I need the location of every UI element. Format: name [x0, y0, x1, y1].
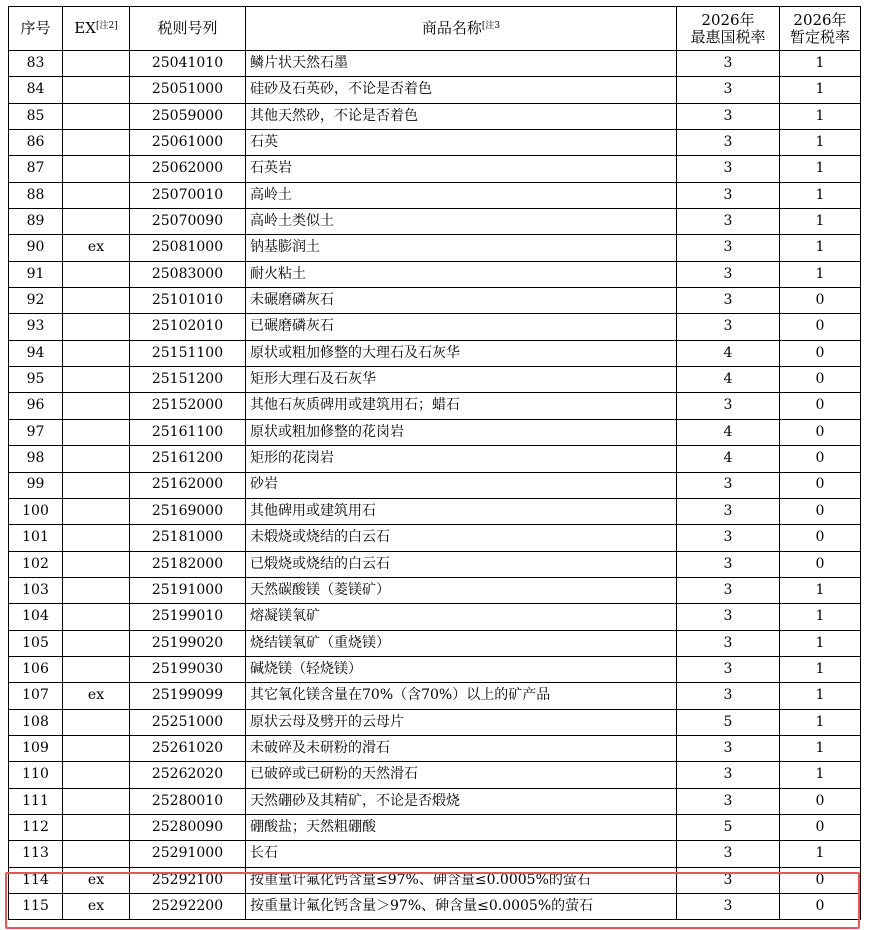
cell-seq: 83 — [9, 51, 63, 77]
cell-code: 25161100 — [130, 419, 246, 445]
cell-ex — [63, 551, 130, 577]
cell-code: 25291000 — [130, 841, 246, 867]
cell-ex — [63, 209, 130, 235]
header-mfn-year: 2026年 — [701, 11, 755, 29]
cell-mfn-rate: 3 — [677, 393, 780, 419]
cell-seq: 93 — [9, 314, 63, 340]
cell-code: 25070090 — [130, 209, 246, 235]
cell-code: 25199020 — [130, 630, 246, 656]
header-mfn-label: 最惠国税率 — [690, 27, 766, 46]
header-mfn — [677, 7, 780, 51]
cell-name: 碱烧镁（轻烧镁） — [246, 656, 677, 682]
cell-code: 25101010 — [130, 288, 246, 314]
cell-mfn-rate: 3 — [677, 683, 780, 709]
cell-provisional-rate: 1 — [780, 103, 861, 129]
tariff-table — [8, 6, 861, 920]
cell-ex — [63, 604, 130, 630]
cell-code: 25062000 — [130, 156, 246, 182]
cell-code: 25169000 — [130, 498, 246, 524]
cell-mfn-rate: 3 — [677, 288, 780, 314]
cell-seq: 115 — [9, 894, 63, 920]
cell-ex — [63, 446, 130, 472]
header-name-label: 商品名称 — [421, 19, 482, 38]
table-row — [9, 182, 861, 208]
cell-provisional-rate: 1 — [780, 577, 861, 603]
cell-ex — [63, 630, 130, 656]
cell-code: 25251000 — [130, 709, 246, 735]
table-row — [9, 577, 861, 603]
cell-mfn-rate: 4 — [677, 367, 780, 393]
table-row — [9, 604, 861, 630]
header-name — [246, 7, 677, 51]
cell-code: 25261020 — [130, 735, 246, 761]
header-ex-label: EX — [74, 19, 96, 38]
cell-code: 25102010 — [130, 314, 246, 340]
cell-name: 天然硼砂及其精矿，不论是否煅烧 — [246, 788, 677, 814]
cell-name: 按重量计氟化钙含量＞97%、砷含量≤0.0005%的萤石 — [246, 894, 677, 920]
cell-ex — [63, 314, 130, 340]
cell-mfn-rate: 3 — [677, 894, 780, 920]
cell-mfn-rate: 3 — [677, 867, 780, 893]
cell-seq: 105 — [9, 630, 63, 656]
header-ex — [63, 7, 130, 51]
cell-name: 矩形大理石及石灰华 — [246, 367, 677, 393]
table-row — [9, 630, 861, 656]
cell-seq: 110 — [9, 762, 63, 788]
cell-ex — [63, 419, 130, 445]
cell-name: 未碾磨磷灰石 — [246, 288, 677, 314]
cell-ex — [63, 525, 130, 551]
cell-provisional-rate: 0 — [780, 340, 861, 366]
cell-provisional-rate: 1 — [780, 77, 861, 103]
table-row — [9, 288, 861, 314]
cell-mfn-rate: 3 — [677, 551, 780, 577]
cell-name: 烧结镁氧矿（重烧镁） — [246, 630, 677, 656]
cell-mfn-rate: 3 — [677, 472, 780, 498]
cell-provisional-rate: 1 — [780, 235, 861, 261]
cell-provisional-rate: 0 — [780, 419, 861, 445]
cell-ex — [63, 393, 130, 419]
cell-name: 已破碎或已研粉的天然滑石 — [246, 762, 677, 788]
cell-name: 高岭土类似土 — [246, 209, 677, 235]
table-row — [9, 77, 861, 103]
cell-mfn-rate: 3 — [677, 130, 780, 156]
cell-mfn-rate: 3 — [677, 735, 780, 761]
cell-name: 矩形的花岗岩 — [246, 446, 677, 472]
table-row — [9, 867, 861, 893]
cell-code: 25199030 — [130, 656, 246, 682]
cell-seq: 109 — [9, 735, 63, 761]
cell-provisional-rate: 0 — [780, 288, 861, 314]
cell-seq: 99 — [9, 472, 63, 498]
cell-seq: 95 — [9, 367, 63, 393]
cell-code: 25059000 — [130, 103, 246, 129]
cell-code: 25061000 — [130, 130, 246, 156]
cell-provisional-rate: 1 — [780, 709, 861, 735]
cell-code: 25262020 — [130, 762, 246, 788]
table-row — [9, 340, 861, 366]
cell-name: 耐火粘土 — [246, 261, 677, 287]
cell-mfn-rate: 5 — [677, 814, 780, 840]
cell-name: 砂岩 — [246, 472, 677, 498]
cell-seq: 104 — [9, 604, 63, 630]
cell-seq: 97 — [9, 419, 63, 445]
cell-code: 25162000 — [130, 472, 246, 498]
cell-seq: 106 — [9, 656, 63, 682]
cell-mfn-rate: 3 — [677, 630, 780, 656]
cell-mfn-rate: 3 — [677, 498, 780, 524]
cell-code: 25161200 — [130, 446, 246, 472]
cell-name: 石英岩 — [246, 156, 677, 182]
cell-provisional-rate: 1 — [780, 735, 861, 761]
table-row — [9, 103, 861, 129]
cell-seq: 113 — [9, 841, 63, 867]
cell-provisional-rate: 1 — [780, 209, 861, 235]
table-row — [9, 261, 861, 287]
table-row — [9, 498, 861, 524]
cell-code: 25199010 — [130, 604, 246, 630]
cell-seq: 89 — [9, 209, 63, 235]
cell-name: 按重量计氟化钙含量≤97%、砷含量≤0.0005%的萤石 — [246, 867, 677, 893]
cell-ex — [63, 577, 130, 603]
cell-ex — [63, 130, 130, 156]
cell-name: 未煅烧或烧结的白云石 — [246, 525, 677, 551]
cell-provisional-rate: 0 — [780, 472, 861, 498]
table-row — [9, 130, 861, 156]
cell-provisional-rate: 1 — [780, 604, 861, 630]
cell-ex — [63, 77, 130, 103]
cell-mfn-rate: 3 — [677, 314, 780, 340]
cell-code: 25081000 — [130, 235, 246, 261]
cell-code: 25292100 — [130, 867, 246, 893]
table-row — [9, 472, 861, 498]
table-row — [9, 788, 861, 814]
cell-name: 已煅烧或烧结的白云石 — [246, 551, 677, 577]
cell-provisional-rate: 0 — [780, 498, 861, 524]
cell-seq: 112 — [9, 814, 63, 840]
table-row — [9, 367, 861, 393]
cell-code: 25151200 — [130, 367, 246, 393]
cell-code: 25051000 — [130, 77, 246, 103]
cell-ex — [63, 182, 130, 208]
cell-provisional-rate: 0 — [780, 788, 861, 814]
cell-ex: ex — [63, 683, 130, 709]
cell-seq: 91 — [9, 261, 63, 287]
cell-seq: 111 — [9, 788, 63, 814]
cell-mfn-rate: 3 — [677, 182, 780, 208]
cell-provisional-rate: 1 — [780, 261, 861, 287]
table-row — [9, 314, 861, 340]
cell-mfn-rate: 3 — [677, 261, 780, 287]
cell-seq: 102 — [9, 551, 63, 577]
cell-ex — [63, 788, 130, 814]
cell-seq: 103 — [9, 577, 63, 603]
cell-name: 石英 — [246, 130, 677, 156]
header-name-note: [注3 — [481, 21, 501, 32]
cell-ex — [63, 51, 130, 77]
table-body — [9, 51, 861, 920]
cell-mfn-rate: 5 — [677, 709, 780, 735]
cell-code: 25041010 — [130, 51, 246, 77]
cell-name: 原状或粗加修整的花岗岩 — [246, 419, 677, 445]
cell-ex: ex — [63, 867, 130, 893]
cell-seq: 101 — [9, 525, 63, 551]
cell-name: 天然碳酸镁（菱镁矿） — [246, 577, 677, 603]
cell-provisional-rate: 0 — [780, 894, 861, 920]
cell-seq: 108 — [9, 709, 63, 735]
cell-provisional-rate: 1 — [780, 683, 861, 709]
cell-provisional-rate: 1 — [780, 841, 861, 867]
cell-mfn-rate: 3 — [677, 762, 780, 788]
cell-code: 25152000 — [130, 393, 246, 419]
cell-name: 未破碎及未研粉的滑石 — [246, 735, 677, 761]
header-code: 税则号列 — [130, 7, 246, 51]
cell-name: 鳞片状天然石墨 — [246, 51, 677, 77]
header-ex-note: [注2] — [95, 21, 118, 32]
cell-ex — [63, 103, 130, 129]
header-prov-label: 暂定税率 — [789, 27, 850, 46]
cell-ex: ex — [63, 235, 130, 261]
cell-ex — [63, 814, 130, 840]
table-row — [9, 814, 861, 840]
cell-name: 硅砂及石英砂，不论是否着色 — [246, 77, 677, 103]
cell-seq: 92 — [9, 288, 63, 314]
cell-provisional-rate: 0 — [780, 525, 861, 551]
header-prov — [780, 7, 861, 51]
cell-code: 25182000 — [130, 551, 246, 577]
cell-ex — [63, 288, 130, 314]
table-row — [9, 709, 861, 735]
cell-code: 25191000 — [130, 577, 246, 603]
cell-ex — [63, 367, 130, 393]
cell-provisional-rate: 0 — [780, 551, 861, 577]
cell-code: 25083000 — [130, 261, 246, 287]
table-row — [9, 51, 861, 77]
table-row — [9, 894, 861, 920]
cell-ex: ex — [63, 894, 130, 920]
cell-mfn-rate: 3 — [677, 235, 780, 261]
cell-ex — [63, 841, 130, 867]
header-prov-year: 2026年 — [793, 11, 847, 29]
cell-name: 其他石灰质碑用或建筑用石；蜡石 — [246, 393, 677, 419]
cell-code: 25199099 — [130, 683, 246, 709]
cell-code: 25151100 — [130, 340, 246, 366]
cell-code: 25280090 — [130, 814, 246, 840]
cell-name: 其它氧化镁含量在70%（含70%）以上的矿产品 — [246, 683, 677, 709]
cell-name: 原状或粗加修整的大理石及石灰华 — [246, 340, 677, 366]
cell-provisional-rate: 1 — [780, 656, 861, 682]
cell-name: 高岭土 — [246, 182, 677, 208]
cell-mfn-rate: 4 — [677, 419, 780, 445]
cell-name: 硼酸盐；天然粗硼酸 — [246, 814, 677, 840]
cell-seq: 84 — [9, 77, 63, 103]
cell-provisional-rate: 1 — [780, 630, 861, 656]
cell-seq: 85 — [9, 103, 63, 129]
table-row — [9, 735, 861, 761]
cell-ex — [63, 156, 130, 182]
cell-name: 长石 — [246, 841, 677, 867]
table-row — [9, 551, 861, 577]
cell-provisional-rate: 0 — [780, 867, 861, 893]
cell-seq: 96 — [9, 393, 63, 419]
cell-provisional-rate: 0 — [780, 446, 861, 472]
cell-mfn-rate: 3 — [677, 51, 780, 77]
cell-ex — [63, 472, 130, 498]
cell-provisional-rate: 1 — [780, 182, 861, 208]
table-row — [9, 235, 861, 261]
cell-provisional-rate: 1 — [780, 130, 861, 156]
cell-mfn-rate: 4 — [677, 446, 780, 472]
cell-name: 熔凝镁氧矿 — [246, 604, 677, 630]
cell-seq: 107 — [9, 683, 63, 709]
cell-ex — [63, 735, 130, 761]
cell-mfn-rate: 3 — [677, 525, 780, 551]
cell-seq: 88 — [9, 182, 63, 208]
cell-name: 已碾磨磷灰石 — [246, 314, 677, 340]
cell-mfn-rate: 3 — [677, 156, 780, 182]
table-row — [9, 683, 861, 709]
cell-provisional-rate: 0 — [780, 393, 861, 419]
cell-ex — [63, 709, 130, 735]
cell-ex — [63, 762, 130, 788]
cell-seq: 90 — [9, 235, 63, 261]
cell-provisional-rate: 0 — [780, 367, 861, 393]
cell-code: 25280010 — [130, 788, 246, 814]
table-row — [9, 156, 861, 182]
cell-mfn-rate: 3 — [677, 103, 780, 129]
table-row — [9, 446, 861, 472]
table-row — [9, 762, 861, 788]
cell-mfn-rate: 3 — [677, 656, 780, 682]
cell-provisional-rate: 0 — [780, 814, 861, 840]
cell-ex — [63, 340, 130, 366]
cell-name: 其他天然砂，不论是否着色 — [246, 103, 677, 129]
cell-code: 25292200 — [130, 894, 246, 920]
cell-name: 原状云母及劈开的云母片 — [246, 709, 677, 735]
cell-seq: 114 — [9, 867, 63, 893]
cell-mfn-rate: 4 — [677, 340, 780, 366]
cell-name: 钠基膨润土 — [246, 235, 677, 261]
cell-name: 其他碑用或建筑用石 — [246, 498, 677, 524]
cell-provisional-rate: 1 — [780, 762, 861, 788]
cell-seq: 87 — [9, 156, 63, 182]
cell-provisional-rate: 1 — [780, 156, 861, 182]
cell-provisional-rate: 1 — [780, 51, 861, 77]
cell-ex — [63, 261, 130, 287]
cell-seq: 86 — [9, 130, 63, 156]
cell-mfn-rate: 3 — [677, 577, 780, 603]
cell-code: 25181000 — [130, 525, 246, 551]
header-row — [9, 7, 861, 51]
table-row — [9, 525, 861, 551]
header-seq: 序号 — [9, 7, 63, 51]
cell-provisional-rate: 0 — [780, 314, 861, 340]
cell-code: 25070010 — [130, 182, 246, 208]
table-row — [9, 393, 861, 419]
cell-mfn-rate: 3 — [677, 841, 780, 867]
cell-mfn-rate: 3 — [677, 77, 780, 103]
cell-ex — [63, 498, 130, 524]
table-row — [9, 209, 861, 235]
cell-mfn-rate: 3 — [677, 788, 780, 814]
cell-seq: 98 — [9, 446, 63, 472]
cell-seq: 100 — [9, 498, 63, 524]
cell-mfn-rate: 3 — [677, 604, 780, 630]
table-row — [9, 419, 861, 445]
table-row — [9, 656, 861, 682]
cell-ex — [63, 656, 130, 682]
table-row — [9, 841, 861, 867]
cell-seq: 94 — [9, 340, 63, 366]
cell-mfn-rate: 3 — [677, 209, 780, 235]
